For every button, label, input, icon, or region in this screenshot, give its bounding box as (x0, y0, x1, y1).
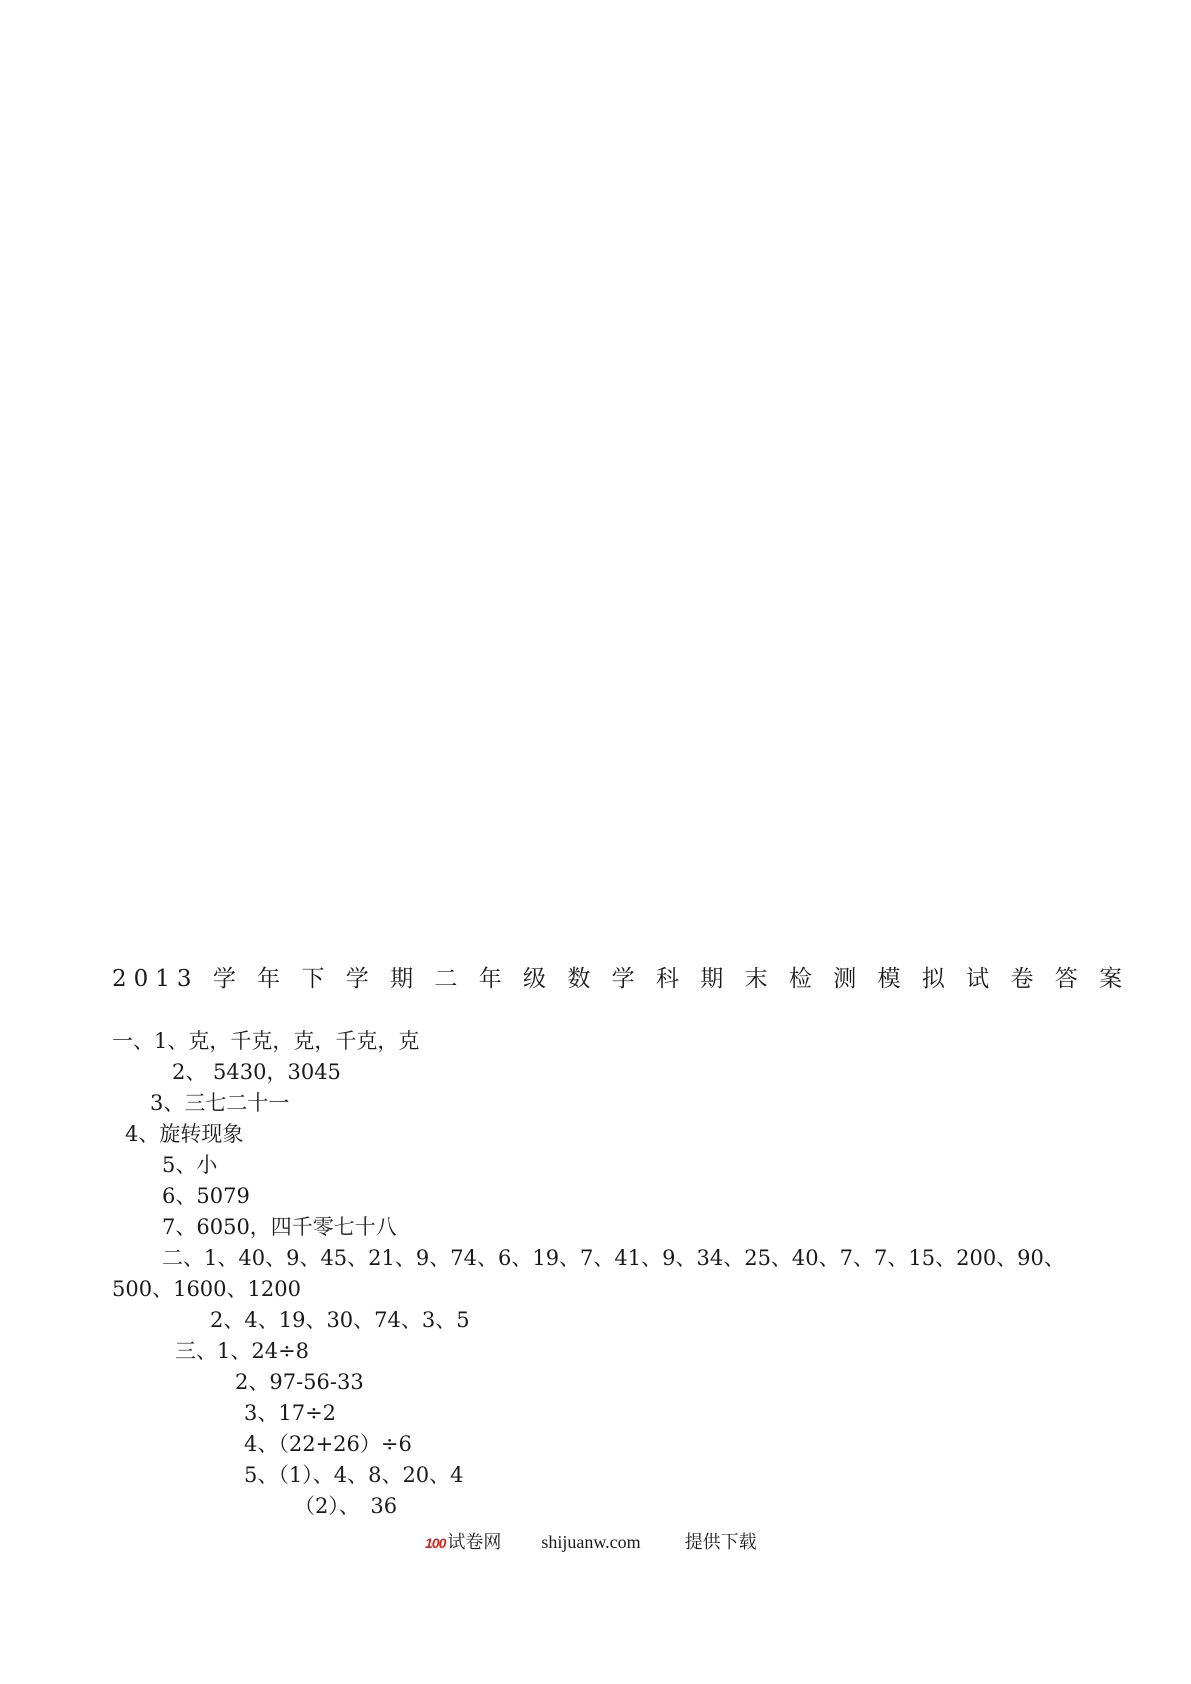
answer-line: 一、1、克，千克，克，千克，克 (112, 1029, 420, 1053)
answer-line: 4、（22+26）÷6 (244, 1432, 412, 1456)
answer-line: 2、4、19、30、74、3、5 (210, 1308, 470, 1332)
answer-line: 3、17÷2 (244, 1401, 337, 1425)
answer-line: 6、5079 (162, 1184, 250, 1208)
site-logo: 100 (425, 1535, 446, 1551)
page-footer (425, 1528, 757, 1554)
answer-line: 二、1、40、9、45、21、9、74、6、19、7、41、9、34、25、40、7、7、15、200、90、 (162, 1246, 1065, 1270)
answer-line: 500、1600、1200 (112, 1277, 301, 1301)
answer-line: 5、（1）、4、8、20、4 (244, 1463, 464, 1487)
answer-line: （2）、 36 (294, 1494, 398, 1518)
site-name: 试卷网 (447, 1532, 502, 1552)
answer-line: 三、1、24÷8 (175, 1339, 310, 1363)
answer-line: 7、6050，四千零七十八 (162, 1215, 397, 1239)
site-domain-link[interactable]: shijuanw.com (541, 1532, 641, 1552)
answer-line: 3、三七二十一 (150, 1091, 290, 1115)
answer-line: 2、 5430，3045 (172, 1060, 341, 1084)
page-title: 2013 学 年 下 学 期 二 年 级 数 学 科 期 末 检 测 模 拟 试 卷 答 案 (112, 966, 1130, 992)
answer-line: 2、97-56-33 (235, 1370, 364, 1394)
answer-line: 4、旋转现象 (125, 1122, 244, 1146)
footer-note: 提供下载 (684, 1532, 757, 1552)
answer-line: 5、小 (162, 1153, 218, 1177)
